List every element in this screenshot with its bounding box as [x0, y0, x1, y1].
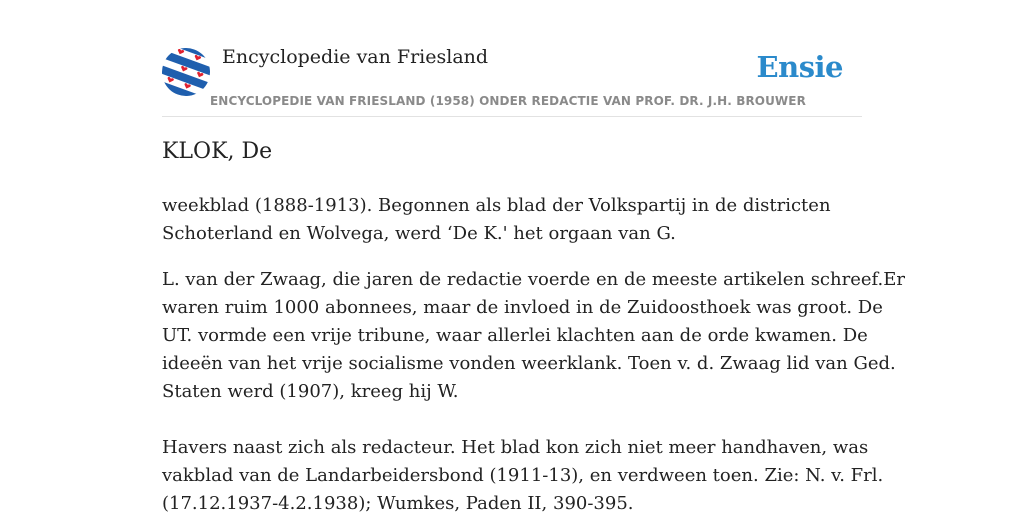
entry-paragraph-1 — [162, 192, 862, 248]
paragraph-line: waren ruim 1000 abonnees, maar de invloed in de Zuidoosthoek was groot. De — [162, 297, 883, 318]
paragraph-line: (17.12.1937-4.2.1938); Wumkes, Paden II, 390-395. — [162, 493, 634, 512]
site-header — [162, 46, 862, 117]
paragraph-line: Schoterland en Wolvega, werd ‘De K.' het orgaan van G. — [162, 223, 676, 244]
paragraph-line: Havers naast zich als redacteur. Het blad kon zich niet meer handhaven, was — [162, 437, 869, 458]
entry-content — [162, 192, 906, 512]
paragraph-line: Staten werd (1907), kreeg hij W. — [162, 381, 459, 402]
paragraph-line: ideeën van het vrije socialisme vonden weerklank. Toen v. d. Zwaag lid van Ged. — [162, 353, 896, 374]
entry-paragraph-3 — [162, 434, 884, 512]
paragraph-line: weekblad (1888-1913). Begonnen als blad der Volkspartij in de districten — [162, 195, 831, 216]
paragraph-line: UT. vormde een vrije tribune, waar allerlei klachten aan de orde kwamen. De — [162, 325, 868, 346]
encyclopedia-subtitle: ENCYCLOPEDIE VAN FRIESLAND (1958) ONDER REDACTIE VAN PROF. DR. J.H. BROUWER — [210, 94, 806, 108]
entry-paragraph-2 — [162, 266, 906, 406]
paragraph-line: L. van der Zwaag, die jaren de redactie voerde en de meeste artikelen schreef.Er — [162, 269, 906, 290]
paragraph-line: vakblad van de Landarbeidersbond (1911-13), en verdween toen. Zie: N. v. Frl. — [162, 465, 884, 486]
ensie-brand-link[interactable]: Ensie — [756, 50, 843, 84]
paragraph-spacer — [162, 406, 862, 434]
site-title[interactable]: Encyclopedie van Friesland — [222, 46, 489, 68]
paragraph-spacer — [162, 248, 862, 266]
frisian-flag-logo-icon[interactable] — [162, 48, 210, 96]
entry-title: KLOK, De — [162, 139, 273, 164]
